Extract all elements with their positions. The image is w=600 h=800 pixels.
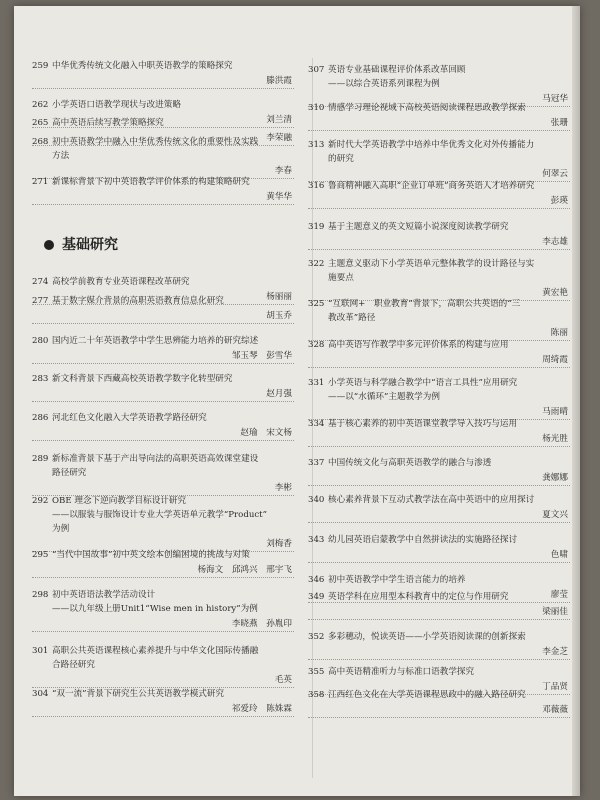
page-number: 292 [32, 496, 49, 506]
page-number: 262 [32, 100, 49, 110]
toc-title-text: 幼儿园英语启蒙教学中自然拼读法的实施路径探讨 [328, 535, 518, 545]
dotted-separator [32, 631, 294, 632]
dotted-separator [308, 659, 570, 660]
toc-title-line [32, 496, 186, 507]
toc-author: 丁品贤 [542, 682, 568, 692]
dotted-separator [308, 522, 570, 523]
page-number: 334 [308, 419, 325, 429]
toc-title-text: 高中英语后续写教学策略探究 [52, 118, 164, 128]
toc-title-line [308, 299, 520, 310]
toc-author: 廖莹 [550, 590, 568, 600]
dotted-separator [308, 367, 570, 368]
toc-title-text: 新标准背景下基于产出导向法的高职英语高效课堂建设 [52, 454, 259, 464]
toc-title-text: ——以“水循环”主题教学为例 [328, 392, 440, 402]
toc-author: 李志雄 [542, 237, 568, 247]
toc-title-line [308, 313, 375, 324]
toc-title-line [308, 419, 517, 430]
page-number: 295 [32, 550, 49, 560]
page-number: 319 [308, 222, 325, 232]
toc-title-text: 英语专业基础课程评价体系改革回顾 [328, 65, 466, 75]
toc-author: 龚娜娜 [542, 473, 568, 483]
toc-author: 陈丽 [550, 328, 568, 338]
page-number: 358 [308, 690, 325, 700]
toc-author: 杨海文 邱鸿兴 邢宇飞 [197, 565, 292, 575]
toc-title-line [308, 181, 534, 192]
toc-title-line [32, 296, 224, 307]
page-number: 343 [308, 535, 325, 545]
toc-author: 色啸 [550, 550, 568, 560]
toc-title-text: 小学英语与科学融合教学中“语言工具性”应用研究 [328, 378, 518, 388]
toc-title-line [32, 151, 69, 162]
toc-author: 马雨晴 [542, 407, 568, 417]
toc-author: 黄宏艳 [542, 288, 568, 298]
toc-title-line [308, 79, 440, 90]
toc-title-line [32, 336, 258, 347]
toc-title-line [308, 690, 526, 701]
toc-title-text: 施要点 [328, 273, 354, 283]
toc-title-line [32, 550, 250, 561]
toc-title-line [32, 374, 232, 385]
page-number: 355 [308, 667, 325, 677]
toc-title-text: “当代中国故事”初中英文绘本创编困境的挑战与对策 [52, 550, 250, 560]
dotted-separator [32, 323, 294, 324]
toc-title-text: 多彩穗动，悦读英语——小学英语阅读课的创新探索 [328, 632, 526, 642]
page-number: 346 [308, 575, 325, 585]
toc-title-text: 主题意义驱动下小学英语单元整体教学的设计路径与实 [328, 259, 535, 269]
dotted-separator [32, 204, 294, 205]
toc-author: 邓薇薇 [542, 705, 568, 715]
page-number: 349 [308, 592, 325, 602]
toc-title-line [32, 413, 207, 424]
toc-author: 马冠华 [542, 94, 568, 104]
page-number: 286 [32, 413, 49, 423]
toc-author: 刘兰清 [266, 115, 292, 125]
toc-title-line [32, 604, 258, 615]
toc-title-text: ——以九年级上册Unit1“Wise men in history”为例 [52, 604, 258, 614]
page-number: 268 [32, 137, 49, 147]
toc-title-line [32, 590, 155, 601]
toc-title-text: ——以综合英语系列课程为例 [328, 79, 440, 89]
toc-author: 赵瑜 宋文杨 [240, 428, 292, 438]
toc-author: 毛英 [274, 675, 292, 685]
toc-title-line [308, 259, 534, 270]
toc-author: 梁丽佳 [542, 607, 568, 617]
toc-title-text: 方法 [52, 151, 70, 161]
toc-author: 何翠云 [542, 169, 568, 179]
page-number: 298 [32, 590, 49, 600]
toc-author: 邹玉琴 彭雪华 [231, 351, 292, 361]
page-number: 337 [308, 458, 325, 468]
dotted-separator [308, 562, 570, 563]
toc-title-text: “互联网+ 职业教育”背景下，高职公共英语的“三 [328, 299, 521, 309]
toc-title-line [308, 140, 534, 151]
toc-author: 滕洪霞 [266, 76, 292, 86]
toc-author: 李春 [274, 166, 292, 176]
dotted-separator [308, 130, 570, 131]
toc-title-text: 高中英语精准听力与标准口语教学探究 [328, 667, 475, 677]
dotted-separator [308, 249, 570, 250]
page-number: 352 [308, 632, 325, 642]
toc-title-line [308, 154, 354, 165]
section-heading [44, 234, 118, 254]
toc-author: 李彬 [274, 483, 292, 493]
bullet-icon [44, 240, 54, 250]
toc-title-text: 小学英语口语教学现状与改进策略 [52, 100, 181, 110]
page-number: 325 [308, 299, 325, 309]
dotted-separator [308, 717, 570, 718]
toc-author: 张珊 [550, 118, 568, 128]
toc-title-line [32, 510, 267, 521]
toc-title-text: 为例 [52, 524, 70, 534]
toc-title-line [32, 524, 69, 535]
toc-title-text: “双一流”背景下研究生公共英语教学模式研究 [52, 689, 225, 699]
dotted-separator [308, 485, 570, 486]
toc-title-line [308, 575, 466, 586]
toc-author: 李晓燕 孙胤印 [231, 619, 292, 629]
toc-title-line [32, 660, 95, 671]
toc-author: 夏文兴 [542, 510, 568, 520]
toc-title-line [308, 392, 440, 403]
book-page [14, 6, 580, 796]
toc-title-text: 英语学科在应用型本科教育中的定位与作用研究 [328, 592, 509, 602]
dotted-separator [32, 401, 294, 402]
page-number: 265 [32, 118, 49, 128]
toc-title-text: 国内近二十年英语教学中学生思辨能力培养的研究综述 [52, 336, 259, 346]
toc-title-text: 江西红色文化在大学英语课程思政中的融入路径研究 [328, 690, 526, 700]
toc-title-line [32, 177, 250, 188]
toc-author: 刘梅香 [266, 539, 292, 549]
toc-title-text: 初中英语教学中融入中华优秀传统文化的重要性及实践 [52, 137, 259, 147]
toc-title-line [308, 495, 534, 506]
toc-title-text: 基于数字媒介背景的高职英语教育信息化研究 [52, 296, 224, 306]
toc-author: 李金芝 [542, 647, 568, 657]
toc-title-line [308, 592, 508, 603]
toc-title-line [32, 277, 190, 288]
toc-title-line [308, 632, 526, 643]
toc-author: 黄华华 [266, 192, 292, 202]
toc-title-line [308, 273, 354, 284]
page-number: 322 [308, 259, 325, 269]
toc-title-text: 高职公共英语课程核心素养提升与中华文化国际传播融 [52, 646, 259, 656]
toc-title-text: 基于主题意义的英文短篇小说深度阅读教学研究 [328, 222, 509, 232]
toc-title-text: 教改革”路径 [328, 313, 376, 323]
toc-title-text: 高中英语写作教学中多元评价体系的构建与应用 [328, 340, 509, 350]
page-number: 310 [308, 103, 325, 113]
dotted-separator [32, 687, 294, 688]
toc-title-text: ——以服装与服饰设计专业大学英语单元教学“Product” [52, 510, 268, 520]
page-number: 331 [308, 378, 325, 388]
page-number: 271 [32, 177, 49, 187]
toc-title-text: 新文科背景下西藏高校英语教学数字化转型研究 [52, 374, 233, 384]
toc-title-text: 中国传统文化与高职英语教学的融合与渗透 [328, 458, 492, 468]
toc-title-text: 核心素养背景下互动式教学法在高中英语中的应用探讨 [328, 495, 535, 505]
dotted-separator [32, 363, 294, 364]
page-number: 340 [308, 495, 325, 505]
toc-title-line [308, 65, 466, 76]
dotted-separator [32, 440, 294, 441]
toc-title-text: 情感学习理论视域下高校英语阅读课程思政教学探索 [328, 103, 526, 113]
toc-author: 彭瑛 [550, 196, 568, 206]
toc-title-text: 河北红色文化融入大学英语教学路径研究 [52, 413, 207, 423]
page-number: 283 [32, 374, 49, 384]
toc-title-line [32, 61, 232, 72]
page-number: 280 [32, 336, 49, 346]
toc-title-line [308, 340, 508, 351]
toc-author: 胡玉乔 [266, 311, 292, 321]
toc-title-text: 新时代大学英语教学中培养中华优秀文化对外传播能力 [328, 140, 535, 150]
toc-title-text: 基于核心素养的初中英语课堂教学导入技巧与运用 [328, 419, 518, 429]
toc-author: 赵月强 [266, 389, 292, 399]
toc-author: 李荣融 [266, 133, 292, 143]
page-number: 304 [32, 689, 49, 699]
dotted-separator [32, 88, 294, 89]
page-number: 277 [32, 296, 49, 306]
toc-title-line [308, 103, 526, 114]
toc-title-text: 初中英语教学中学生语言能力的培养 [328, 575, 466, 585]
toc-title-text: 路径研究 [52, 468, 87, 478]
page-edge [572, 6, 580, 796]
toc-title-line [32, 454, 258, 465]
toc-author: 周绮霞 [542, 355, 568, 365]
toc-title-text: 中华优秀传统文化融入中职英语教学的策略探究 [52, 61, 233, 71]
toc-title-line [32, 468, 86, 479]
page-number: 289 [32, 454, 49, 464]
toc-title-text: 鲁商精神融入高职“企业订单班”商务英语人才培养研究 [328, 181, 535, 191]
toc-title-line [32, 118, 164, 129]
dotted-separator [308, 446, 570, 447]
page-number: 313 [308, 140, 325, 150]
toc-title-line [308, 458, 491, 469]
toc-title-line [32, 100, 181, 111]
toc-title-text: 高校学前教育专业英语课程改革研究 [52, 277, 190, 287]
toc-title-text: 新课标背景下初中英语教学评价体系的构建策略研究 [52, 177, 250, 187]
dotted-separator [32, 716, 294, 717]
page-number: 259 [32, 61, 49, 71]
section-title: 基础研究 [62, 237, 118, 253]
toc-title-line [308, 667, 474, 678]
toc-title-line [32, 689, 224, 700]
toc-title-line [308, 535, 517, 546]
page-number: 274 [32, 277, 49, 287]
toc-author: 祁爱玲 陈姝霖 [231, 704, 292, 714]
toc-title-text: 合路径研究 [52, 660, 95, 670]
dotted-separator [308, 619, 570, 620]
dotted-separator [308, 208, 570, 209]
page-number: 316 [308, 181, 325, 191]
toc-author: 杨光胜 [542, 434, 568, 444]
toc-title-text: 的研究 [328, 154, 354, 164]
page-number: 307 [308, 65, 325, 75]
toc-title-line [32, 646, 258, 657]
page-number: 328 [308, 340, 325, 350]
toc-title-line [308, 222, 508, 233]
toc-title-line [308, 378, 517, 389]
dotted-separator [32, 577, 294, 578]
page-number: 301 [32, 646, 49, 656]
toc-title-line [32, 137, 258, 148]
toc-title-text: 初中英语语法教学活动设计 [52, 590, 156, 600]
toc-title-text: OBE 理念下逆向教学目标设计研究 [52, 496, 187, 506]
toc-author: 杨丽丽 [266, 292, 292, 302]
